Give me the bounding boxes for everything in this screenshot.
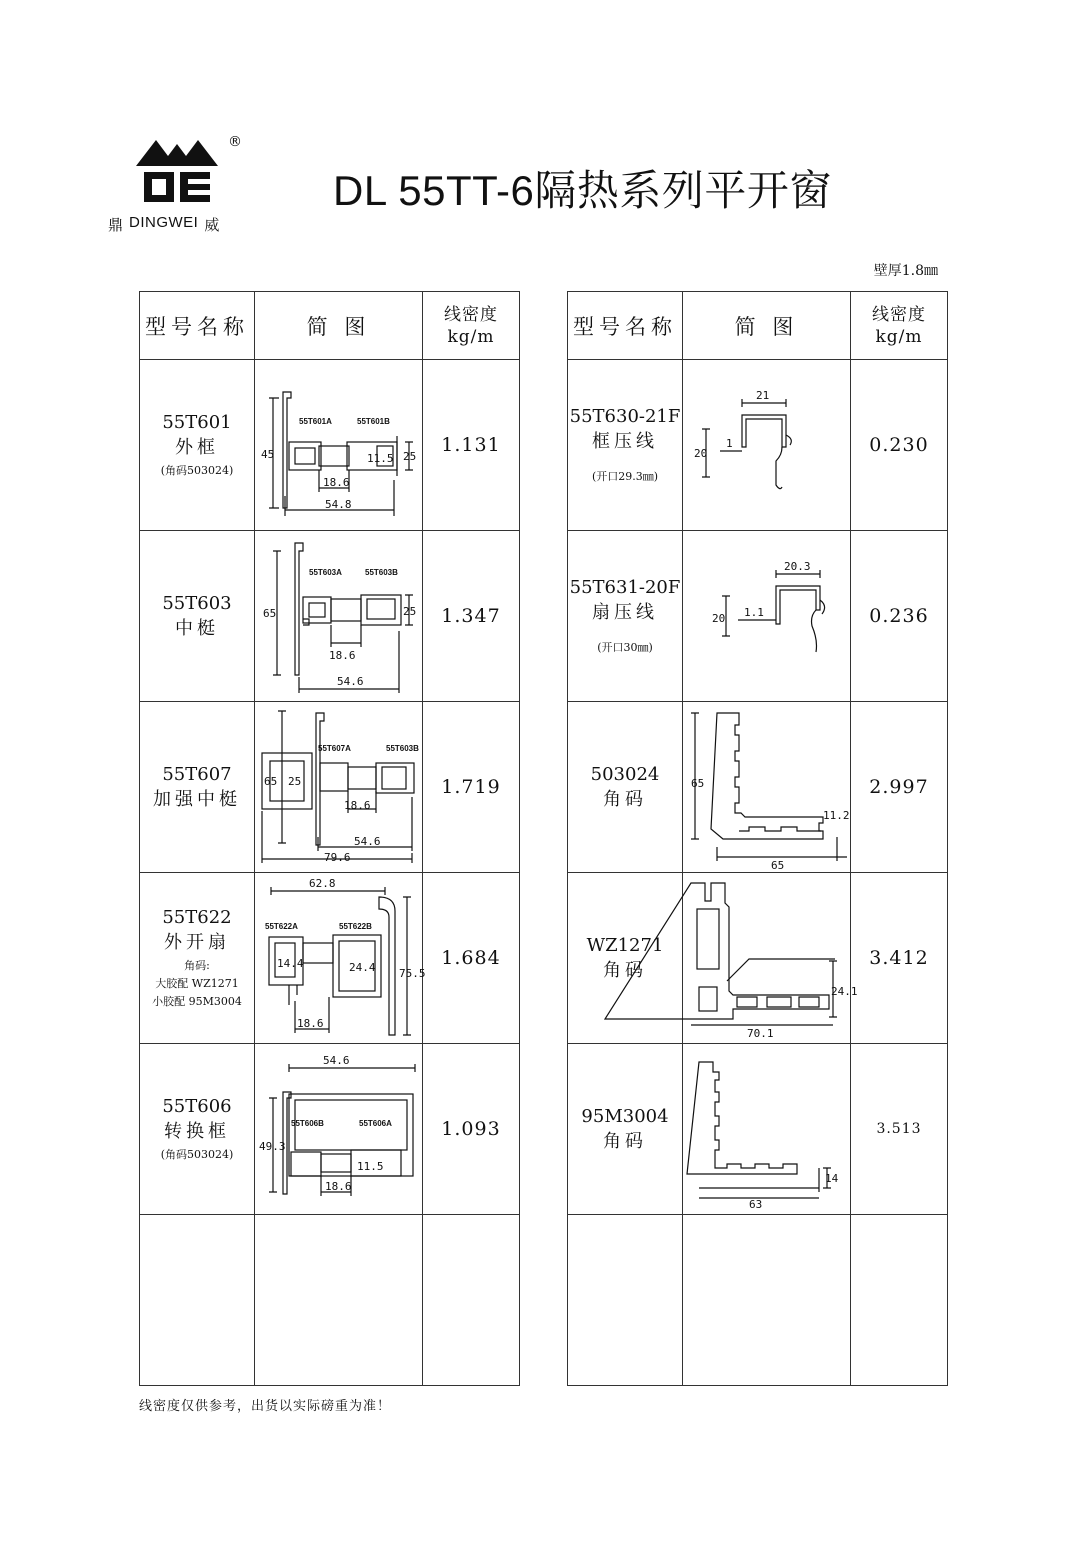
svg-text:20: 20 xyxy=(693,447,707,460)
density-value: 1.684 xyxy=(423,873,520,1044)
svg-text:11.5: 11.5 xyxy=(366,452,393,465)
density-value xyxy=(851,1215,948,1386)
model-name: 角码 xyxy=(603,960,647,981)
model-name: 加强中梃 xyxy=(153,789,241,810)
model-code: 55T630-21F xyxy=(569,406,681,427)
svg-text:63: 63 xyxy=(748,1197,762,1211)
header-diagram: 简 图 xyxy=(683,292,851,360)
density-value: 0.230 xyxy=(851,360,948,531)
svg-text:55T603A: 55T603A xyxy=(308,567,342,577)
table-row xyxy=(568,702,948,873)
model-note: (角码503024) xyxy=(160,464,234,477)
model-name: 扇压线 xyxy=(592,602,658,623)
density-value xyxy=(423,1215,520,1386)
model-note: (开口30㎜) xyxy=(597,641,653,654)
model-cell xyxy=(568,360,683,531)
svg-text:18.6: 18.6 xyxy=(324,1180,351,1193)
svg-text:65: 65 xyxy=(263,775,277,788)
table-row-empty xyxy=(568,1215,948,1386)
profile-diagram xyxy=(687,1052,847,1211)
diagram-cell xyxy=(683,1044,851,1215)
svg-text:24.1: 24.1 xyxy=(830,985,857,998)
model-cell xyxy=(568,1215,683,1386)
svg-text:55T603B: 55T603B xyxy=(364,567,398,577)
model-code: WZ1271 xyxy=(586,935,664,956)
model-code: 55T607 xyxy=(162,764,232,785)
svg-text:75.5: 75.5 xyxy=(398,967,425,980)
model-code: 55T622 xyxy=(162,907,232,928)
svg-text:11.2: 11.2 xyxy=(822,809,849,822)
svg-text:62.8: 62.8 xyxy=(308,877,335,890)
table-row xyxy=(568,360,948,531)
svg-text:55T622A: 55T622A xyxy=(264,922,298,931)
model-code: 55T631-20F xyxy=(569,577,681,598)
svg-text:70.1: 70.1 xyxy=(746,1027,773,1040)
profile-diagram xyxy=(259,539,419,694)
logo-caption xyxy=(108,214,248,235)
table-row xyxy=(140,873,520,1044)
model-code: 55T606 xyxy=(162,1096,232,1117)
model-name: 角码 xyxy=(603,1131,647,1152)
header-model: 型号名称 xyxy=(140,292,255,360)
model-name: 角码 xyxy=(603,789,647,810)
diagram-cell xyxy=(255,360,423,531)
svg-text:20.3: 20.3 xyxy=(783,560,810,573)
model-code: 55T603 xyxy=(162,593,232,614)
svg-text:11.5: 11.5 xyxy=(356,1160,383,1173)
svg-text:18.6: 18.6 xyxy=(343,799,370,812)
table-header xyxy=(140,292,520,360)
table-row xyxy=(140,531,520,702)
left-spec-table xyxy=(139,291,520,1386)
model-name: 转换框 xyxy=(164,1121,230,1142)
model-cell xyxy=(140,702,255,873)
table-row xyxy=(140,1044,520,1215)
right-spec-table xyxy=(567,291,948,1386)
density-value: 3.412 xyxy=(851,873,948,1044)
svg-text:65: 65 xyxy=(770,859,784,872)
svg-text:21: 21 xyxy=(755,389,769,402)
svg-text:24.4: 24.4 xyxy=(348,961,375,974)
profile-diagram xyxy=(259,877,425,1039)
svg-text:18.6: 18.6 xyxy=(296,1017,323,1030)
table-row xyxy=(568,531,948,702)
svg-text:20: 20 xyxy=(711,612,725,625)
svg-text:1.1: 1.1 xyxy=(743,606,764,619)
svg-text:25: 25 xyxy=(287,775,301,788)
table-row xyxy=(140,702,520,873)
density-value: 3.513 xyxy=(851,1044,948,1215)
logo-left-char: 鼎 xyxy=(108,216,124,234)
diagram-cell xyxy=(255,1215,423,1386)
model-code: 503024 xyxy=(590,764,660,785)
diagram-cell xyxy=(255,702,423,873)
svg-text:18.6: 18.6 xyxy=(322,476,349,489)
logo-right-char: 威 xyxy=(204,216,220,234)
model-cell xyxy=(568,702,683,873)
model-note: (开口29.3㎜) xyxy=(591,470,659,483)
density-value: 1.131 xyxy=(423,360,520,531)
profile-diagram xyxy=(692,385,842,505)
svg-text:1: 1 xyxy=(725,437,733,450)
registered-mark: ® xyxy=(228,134,242,150)
diagram-cell xyxy=(255,1044,423,1215)
model-note: 大胶配 WZ1271 xyxy=(155,977,239,990)
footer-note: 线密度仅供参考，出货以实际磅重为准！ xyxy=(139,1399,392,1414)
svg-text:65: 65 xyxy=(262,606,276,620)
svg-text:18.6: 18.6 xyxy=(328,648,355,662)
diagram-cell xyxy=(683,1215,851,1386)
model-name: 框压线 xyxy=(592,431,658,452)
density-value: 2.997 xyxy=(851,702,948,873)
table-row xyxy=(568,873,948,1044)
svg-text:25: 25 xyxy=(402,450,416,463)
diagram-cell xyxy=(255,531,423,702)
svg-text:55T606A: 55T606A xyxy=(358,1119,392,1128)
model-name: 外开扇 xyxy=(164,932,230,953)
density-value: 0.236 xyxy=(851,531,948,702)
svg-text:45: 45 xyxy=(260,448,274,461)
table-header xyxy=(568,292,948,360)
svg-text:55T601A: 55T601A xyxy=(298,417,332,426)
header-diagram: 简 图 xyxy=(255,292,423,360)
model-cell xyxy=(140,360,255,531)
diagram-cell xyxy=(683,702,851,873)
table-row xyxy=(140,360,520,531)
model-note: (角码503024) xyxy=(160,1148,234,1161)
svg-text:55T601B: 55T601B xyxy=(356,417,390,426)
wall-thickness: 壁厚1.8㎜ xyxy=(873,263,938,279)
model-cell xyxy=(568,1044,683,1215)
svg-text:14.4: 14.4 xyxy=(276,957,303,970)
model-note: 小胶配 95M3004 xyxy=(152,995,242,1008)
svg-text:55T606B: 55T606B xyxy=(290,1119,324,1128)
table-row-empty xyxy=(140,1215,520,1386)
model-cell xyxy=(140,873,255,1044)
density-value: 1.719 xyxy=(423,702,520,873)
dingwei-logo-icon xyxy=(136,132,218,208)
profile-diagram xyxy=(258,707,420,867)
diagram-cell xyxy=(683,360,851,531)
brand-logo xyxy=(108,132,248,242)
model-code: 55T601 xyxy=(162,412,232,433)
diagram-cell xyxy=(683,873,857,1044)
density-value: 1.093 xyxy=(423,1044,520,1215)
model-name: 中梃 xyxy=(175,618,219,639)
svg-text:79.6: 79.6 xyxy=(323,851,350,864)
svg-text:49.3: 49.3 xyxy=(258,1140,285,1153)
density-value: 1.347 xyxy=(423,531,520,702)
profile-diagram xyxy=(687,877,857,1040)
model-note: 角码: xyxy=(184,959,210,972)
svg-text:25: 25 xyxy=(402,604,416,618)
profile-diagram xyxy=(692,556,842,676)
svg-text:65: 65 xyxy=(690,777,704,790)
profile-diagram xyxy=(259,1054,419,1204)
model-cell xyxy=(140,1044,255,1215)
header-density: 线密度 kg/m xyxy=(423,292,520,360)
svg-text:14: 14 xyxy=(824,1171,838,1185)
model-cell xyxy=(140,1215,255,1386)
page-title: DL 55TT-6隔热系列平开窗 xyxy=(333,167,832,214)
diagram-cell xyxy=(683,531,851,702)
model-name: 外框 xyxy=(175,437,219,458)
header-density: 线密度 kg/m xyxy=(851,292,948,360)
profile-diagram xyxy=(687,707,849,872)
svg-text:54.8: 54.8 xyxy=(324,498,351,511)
svg-text:55T622B: 55T622B xyxy=(338,922,372,931)
header-model: 型号名称 xyxy=(568,292,683,360)
logo-brand: DINGWEI xyxy=(129,214,199,231)
svg-text:55T607A: 55T607A xyxy=(317,744,351,753)
svg-text:54.6: 54.6 xyxy=(322,1054,349,1067)
svg-text:54.6: 54.6 xyxy=(336,674,363,688)
profile-diagram xyxy=(259,370,419,520)
svg-text:54.6: 54.6 xyxy=(353,835,380,848)
table-row xyxy=(568,1044,948,1215)
model-code: 95M3004 xyxy=(581,1106,669,1127)
diagram-cell xyxy=(255,873,423,1044)
model-cell xyxy=(568,873,683,1044)
model-cell xyxy=(568,531,683,702)
model-cell xyxy=(140,531,255,702)
svg-text:55T603B: 55T603B xyxy=(385,744,419,753)
